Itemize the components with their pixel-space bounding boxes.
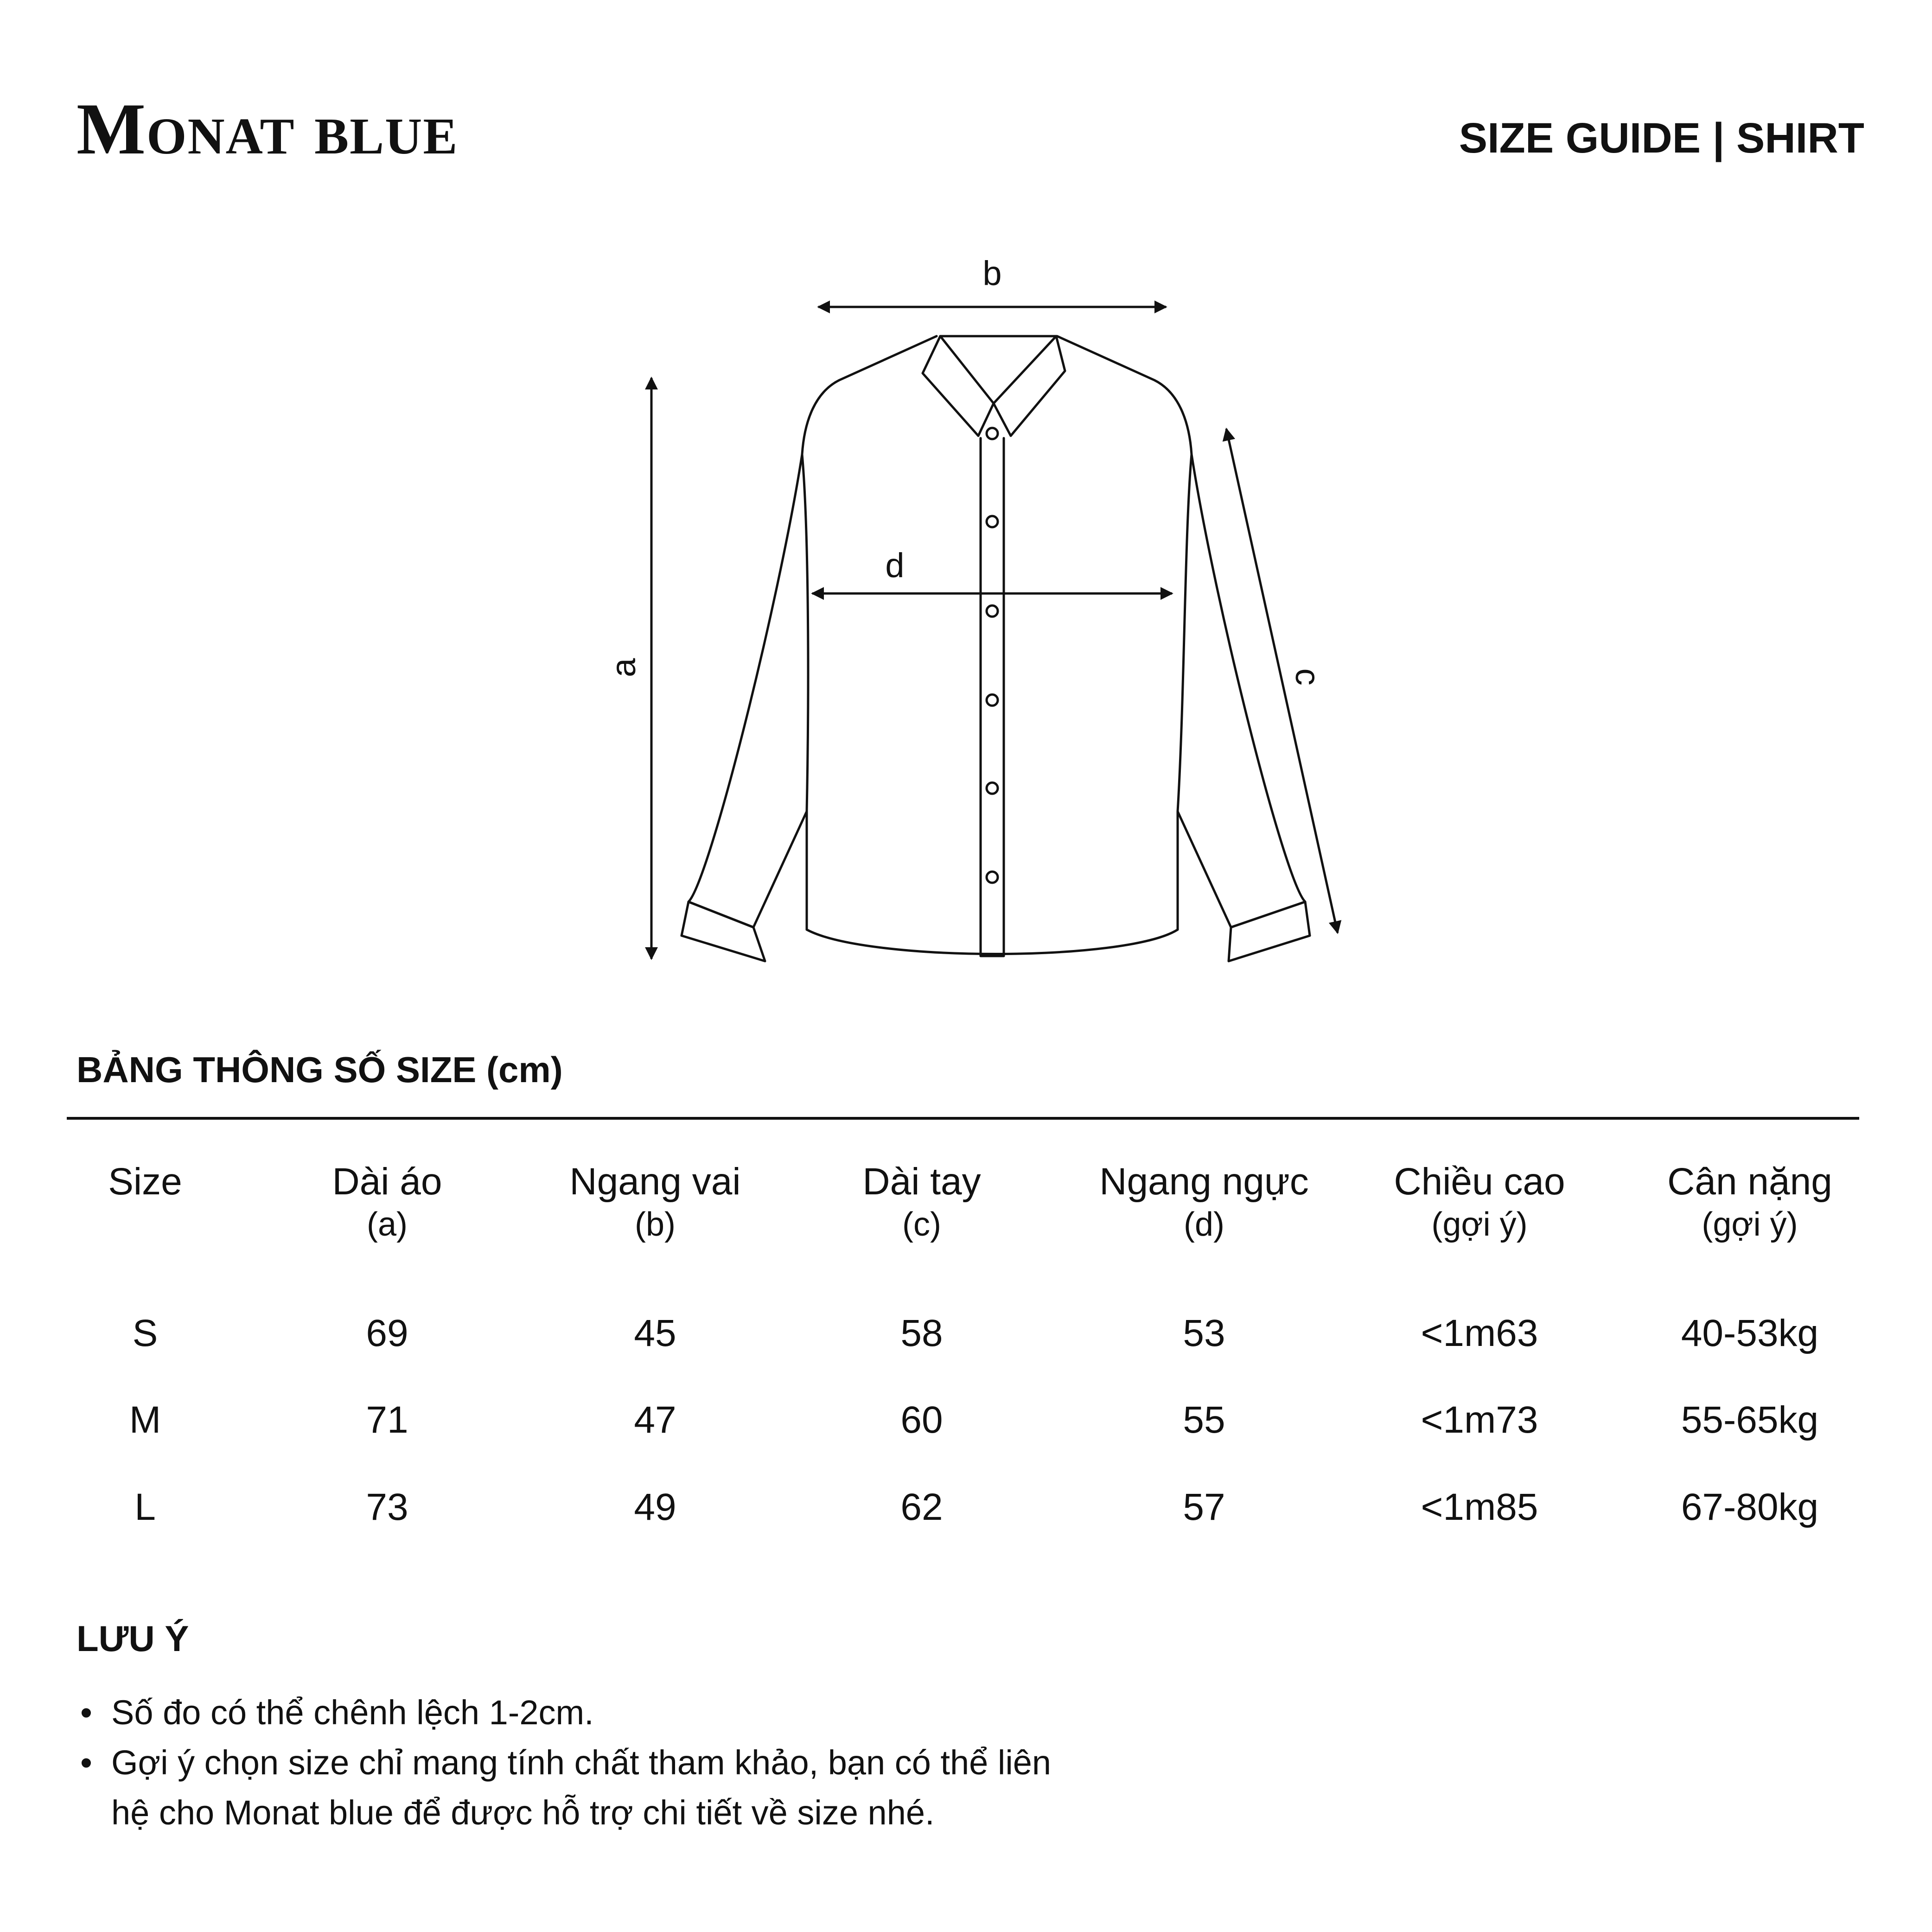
section-title: BẢNG THÔNG SỐ SIZE (cm): [77, 1049, 563, 1090]
button-3: [987, 606, 998, 617]
label-c: c: [1288, 668, 1327, 686]
button-6: [987, 872, 998, 883]
table-cell: 53: [1183, 1312, 1225, 1354]
table-header-shoulder: Ngang vai (b): [569, 1160, 741, 1243]
table-cell: 45: [634, 1312, 676, 1354]
label-a: a: [604, 658, 643, 677]
table-cell: <1m63: [1421, 1312, 1538, 1354]
bullet-icon: •: [80, 1743, 92, 1782]
table-cell: 71: [366, 1399, 408, 1441]
table-cell: <1m85: [1421, 1486, 1538, 1528]
right-cuff: [1229, 902, 1310, 961]
hem: [807, 930, 1178, 954]
table-cell: 62: [900, 1486, 943, 1528]
notes-title: LƯU Ý: [77, 1618, 189, 1659]
table-cell: 58: [900, 1312, 943, 1354]
table-cell: 57: [1183, 1486, 1225, 1528]
table-cell: 49: [634, 1486, 676, 1528]
button-2: [987, 516, 998, 527]
page-title: SIZE GUIDE | SHIRT: [1459, 115, 1864, 162]
left-cuff: [682, 902, 765, 961]
table-cell: M: [129, 1399, 161, 1441]
table-cell: 47: [634, 1399, 676, 1441]
button-5: [987, 783, 998, 794]
table-cell: <1m73: [1421, 1399, 1538, 1441]
table-header-size: Size: [108, 1160, 182, 1203]
table-cell: L: [134, 1486, 156, 1528]
note-item: • Số đo có thể chênh lệch 1-2cm.: [77, 1688, 1097, 1738]
brand-logo: Monat blue: [77, 89, 459, 170]
table-header-height: Chiều cao (gợi ý): [1394, 1160, 1565, 1243]
label-d: d: [885, 546, 905, 585]
table-header-weight: Cân nặng (gợi ý): [1667, 1160, 1832, 1243]
table-cell: 55-65kg: [1681, 1399, 1819, 1441]
label-b: b: [982, 254, 1002, 293]
body-right-side: [1178, 454, 1192, 930]
button-4: [987, 695, 998, 706]
table-cell: 40-53kg: [1681, 1312, 1819, 1354]
table-header-length: Dài áo (a): [332, 1160, 442, 1243]
collar-band: [940, 336, 1056, 403]
bullet-icon: •: [80, 1693, 92, 1732]
shirt-outline-right: [1057, 336, 1305, 927]
table-cell: 69: [366, 1312, 408, 1354]
table-cell: 60: [900, 1399, 943, 1441]
table-cell: S: [132, 1312, 158, 1354]
body-left-side: [802, 454, 808, 930]
note-item: • Gợi ý chọn size chỉ mang tính chất tham khảo, bạn có thể liên hệ cho Monat blue để được hỗ trợ chi tiết về size nhé.: [77, 1738, 1097, 1838]
button-1: [987, 428, 998, 439]
divider: [67, 1117, 1859, 1120]
table-header-sleeve: Dài tay (c): [862, 1160, 981, 1243]
table-header-chest: Ngang ngực (d): [1099, 1160, 1309, 1243]
table-cell: 67-80kg: [1681, 1486, 1819, 1528]
table-cell: 55: [1183, 1399, 1225, 1441]
table-cell: 73: [366, 1486, 408, 1528]
shirt-outline: [689, 336, 937, 927]
notes-list: [77, 1688, 1097, 1838]
